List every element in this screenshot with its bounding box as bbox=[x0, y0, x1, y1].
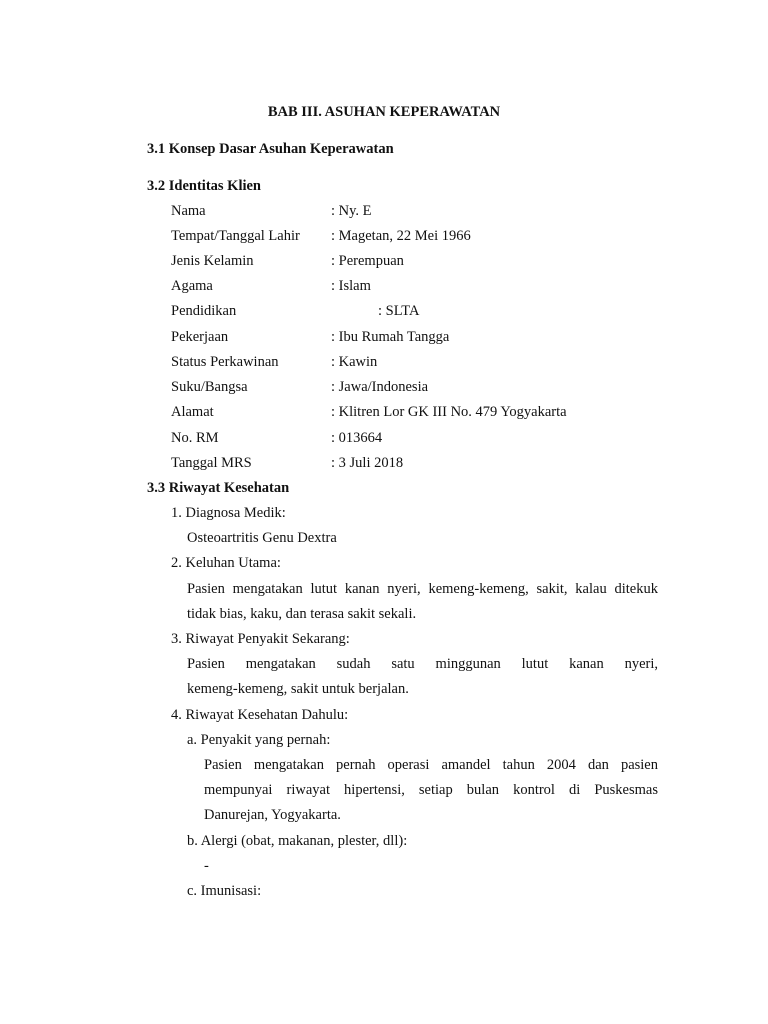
identity-row bbox=[171, 274, 691, 299]
identity-value: : 3 Juli 2018 bbox=[331, 455, 404, 471]
alergi-text: - bbox=[204, 858, 209, 874]
identity-value: : Ibu Rumah Tangga bbox=[331, 329, 450, 345]
list-item-penyakit-sekarang: 3. Riwayat Penyakit Sekarang: bbox=[171, 631, 350, 647]
identity-value: : Kawin bbox=[331, 354, 378, 370]
identity-row bbox=[171, 199, 691, 224]
identity-row bbox=[171, 426, 691, 451]
keluhan-text-line: tidak bias, kaku, dan terasa sakit sekali. bbox=[187, 606, 417, 622]
identity-value: : Ny. E bbox=[331, 203, 372, 219]
identity-row bbox=[171, 224, 691, 249]
identity-label: No. RM bbox=[171, 430, 219, 446]
identity-row bbox=[171, 375, 691, 400]
identity-label: Nama bbox=[171, 203, 206, 219]
penyakit-sekarang-text-line: kemeng-kemeng, sakit untuk berjalan. bbox=[187, 681, 409, 697]
identity-row bbox=[171, 249, 691, 274]
identity-label: Alamat bbox=[171, 404, 214, 420]
identity-value: : SLTA bbox=[378, 303, 420, 319]
identity-label: Tempat/Tanggal Lahir bbox=[171, 228, 300, 244]
section-heading-3-1: 3.1 Konsep Dasar Asuhan Keperawatan bbox=[147, 141, 394, 157]
list-item-kesehatan-dahulu: 4. Riwayat Kesehatan Dahulu: bbox=[171, 707, 349, 723]
sub-item-penyakit: a. Penyakit yang pernah: bbox=[187, 732, 331, 748]
identity-row bbox=[171, 299, 691, 324]
identity-row bbox=[171, 350, 691, 375]
identity-label: Pekerjaan bbox=[171, 329, 229, 345]
identity-value: : Klitren Lor GK III No. 479 Yogyakarta bbox=[331, 404, 567, 420]
identity-value: : Islam bbox=[331, 278, 371, 294]
section-heading-3-2: 3.2 Identitas Klien bbox=[147, 178, 261, 194]
chapter-title: BAB III. ASUHAN KEPERAWATAN bbox=[267, 104, 501, 120]
keluhan-text-line: Pasien mengatakan lutut kanan nyeri, kemeng-kemeng, sakit, kalau ditekuk bbox=[187, 581, 658, 597]
penyakit-text-line: mempunyai riwayat hipertensi, setiap bulan kontrol di Puskesmas bbox=[204, 782, 658, 798]
sub-item-imunisasi: c. Imunisasi: bbox=[187, 883, 262, 899]
penyakit-sekarang-text-line: Pasien mengatakan sudah satu minggunan lutut kanan nyeri, bbox=[187, 656, 658, 672]
identity-label: Status Perkawinan bbox=[171, 354, 279, 370]
identity-label: Jenis Kelamin bbox=[171, 253, 254, 269]
identity-value: : 013664 bbox=[331, 430, 383, 446]
identity-row bbox=[171, 325, 691, 350]
list-item-diagnosa: 1. Diagnosa Medik: bbox=[171, 505, 286, 521]
identity-value: : Jawa/Indonesia bbox=[331, 379, 429, 395]
identity-value: : Magetan, 22 Mei 1966 bbox=[331, 228, 471, 244]
list-item-keluhan: 2. Keluhan Utama: bbox=[171, 555, 281, 571]
penyakit-text-line: Danurejan, Yogyakarta. bbox=[204, 807, 341, 823]
identity-label: Agama bbox=[171, 278, 213, 294]
diagnosa-text: Osteoartritis Genu Dextra bbox=[187, 530, 337, 546]
identity-row bbox=[171, 400, 691, 425]
identity-row bbox=[171, 451, 691, 476]
sub-item-alergi: b. Alergi (obat, makanan, plester, dll): bbox=[187, 833, 408, 849]
identity-value: : Perempuan bbox=[331, 253, 404, 269]
identity-label: Pendidikan bbox=[171, 303, 237, 319]
identity-label: Suku/Bangsa bbox=[171, 379, 248, 395]
penyakit-text-line: Pasien mengatakan pernah operasi amandel tahun 2004 dan pasien bbox=[204, 757, 658, 773]
section-heading-3-3: 3.3 Riwayat Kesehatan bbox=[147, 480, 290, 496]
identity-label: Tanggal MRS bbox=[171, 455, 252, 471]
